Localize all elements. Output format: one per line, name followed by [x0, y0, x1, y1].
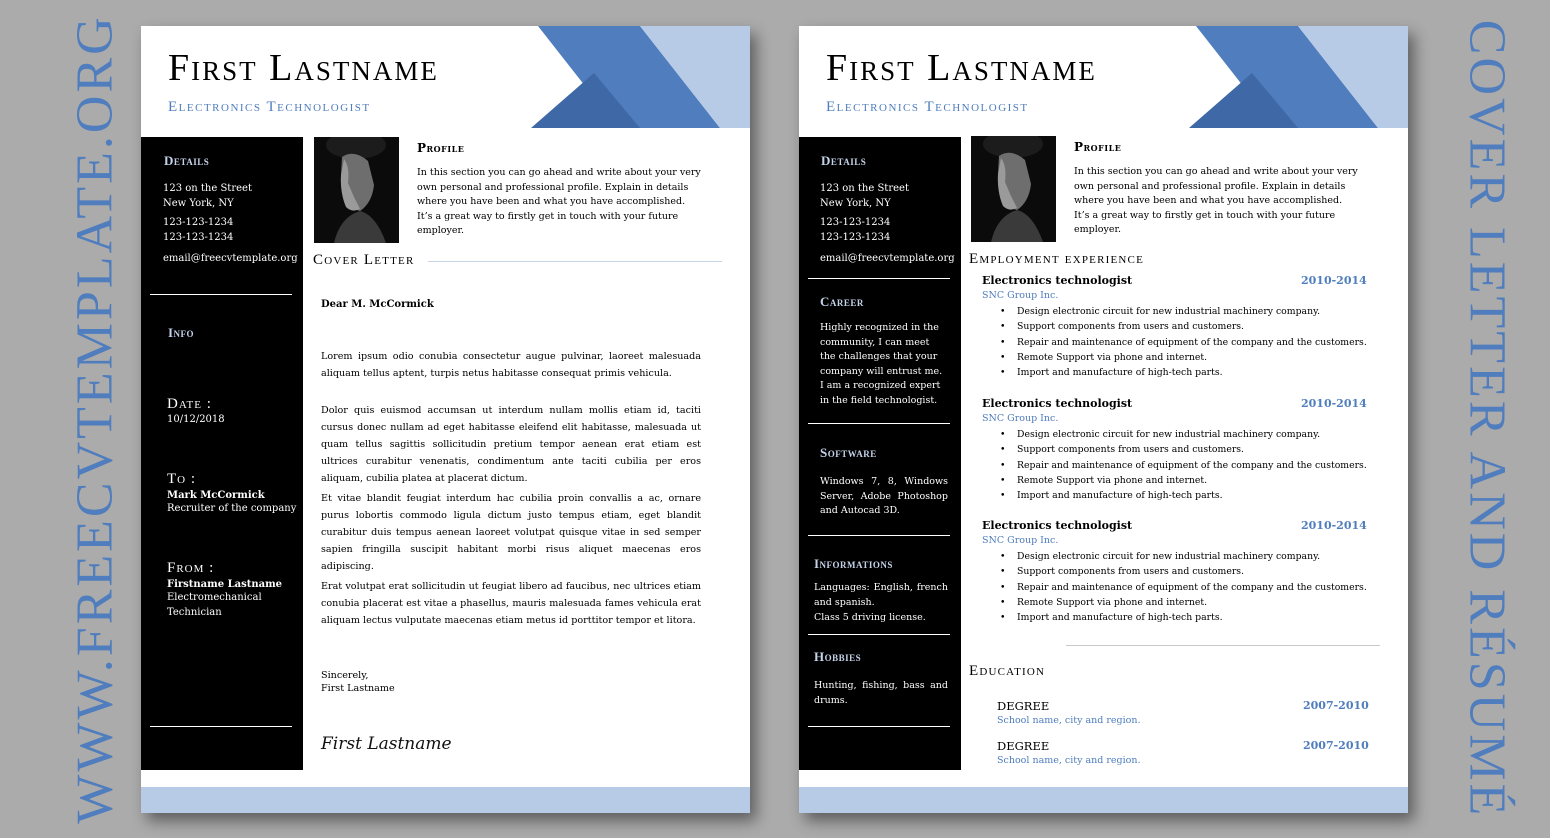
education-dates: 2007-2010	[1303, 699, 1369, 712]
sidebar	[799, 137, 961, 770]
informations-heading: Informations	[814, 556, 893, 571]
watermark-right: COVER LETTER AND RÉSUMÉ	[1458, 19, 1516, 819]
job-dates: 2010-2014	[1301, 397, 1367, 410]
closing: Sincerely,	[321, 670, 369, 681]
education-school: School name, city and region.	[997, 715, 1141, 726]
paragraph-3: Et vitae blandit feugiat interdum hac cubilia proin convallis a ac, ornare purus lobortis commodo ligula dictum justo tempus etiam, eget blandit curabitur duis tempus aenean laoreet volutpat quisque vitae in sed semper sapien fringilla suscipit habitant morbi risus aliquet maecenas eros adipiscing.	[321, 493, 701, 572]
informations-text-1: Languages: English, french and spanish.	[814, 582, 948, 608]
phone-2: 123-123-1234	[820, 232, 891, 243]
address-line-1: 123 on the Street	[163, 183, 252, 194]
address-line-2: New York, NY	[163, 198, 234, 209]
from-name: Firstname Lastname	[167, 579, 283, 590]
informations-text-2: Class 5 driving license.	[814, 612, 926, 623]
profile-heading: Profile	[417, 141, 465, 155]
list-item: • Remote Support via phone and internet.	[1000, 595, 1367, 610]
career-heading: Career	[820, 294, 864, 309]
education-school: School name, city and region.	[997, 755, 1141, 766]
profile-text: In this section you can go ahead and write about your very own personal and professional profile. Explain in details where you have been and what you have accomplished. It’s a great way to firstly get in touch with your future employer.	[417, 167, 701, 236]
job-title: Electronics technologist	[982, 397, 1133, 410]
watermark-left: WWW.FREECVTEMPLATE.ORG	[66, 14, 124, 824]
cover-letter-page	[141, 26, 750, 813]
list-item: • Remote Support via phone and internet.	[1000, 350, 1367, 365]
from-role-line-1: Electromechanical	[167, 592, 262, 603]
to-label: To :	[167, 471, 197, 487]
header-name: First Lastname	[168, 47, 439, 89]
list-item: • Support components from users and customers.	[1000, 564, 1367, 579]
address-line-2: New York, NY	[820, 198, 891, 209]
list-item: • Support components from users and customers.	[1000, 442, 1367, 457]
paragraph-2: Dolor quis euismod accumsan ut interdum nullam mollis etiam id, taciti cursus donec nullam ad eget habitasse eleifend elit habitasse, malesuada ut quam tellus sagittis sollicitudin pretium tempor aenean erat etiam est ultrices curabitur venenatis, condimentum ante taciti cubilia per eros aliquam, cubilia platea at placerat dictum.	[321, 405, 701, 484]
divider	[150, 726, 292, 727]
to-name: Mark McCormick	[167, 490, 265, 501]
software-text: Windows 7, 8, Windows Server, Adobe Photoshop and Autocad 3D.	[820, 476, 948, 516]
list-item: • Design electronic circuit for new industrial machinery company.	[1000, 549, 1367, 564]
job-title: Electronics technologist	[982, 274, 1133, 287]
education-dates: 2007-2010	[1303, 739, 1369, 752]
software-heading: Software	[820, 445, 877, 460]
resume-page	[799, 26, 1408, 813]
divider	[150, 294, 292, 295]
profile-photo	[971, 136, 1056, 242]
job-dates: 2010-2014	[1301, 274, 1367, 287]
divider	[808, 634, 950, 635]
list-item: • Design electronic circuit for new industrial machinery company.	[1000, 427, 1367, 442]
job-duties	[1000, 427, 1367, 503]
details-heading: Details	[164, 153, 210, 168]
profile-photo	[314, 137, 399, 243]
email: email@freecvtemplate.org	[163, 253, 298, 264]
list-item: • Remote Support via phone and internet.	[1000, 473, 1367, 488]
from-label: From :	[167, 560, 215, 576]
job-company: SNC Group Inc.	[982, 535, 1059, 546]
list-item: • Import and manufacture of high-tech parts.	[1000, 488, 1367, 503]
education-degree: DEGREE	[997, 739, 1050, 753]
job-company: SNC Group Inc.	[982, 290, 1059, 301]
details-heading: Details	[821, 153, 867, 168]
header-name: First Lastname	[826, 47, 1097, 89]
footer-bar	[141, 787, 750, 813]
list-item: • Import and manufacture of high-tech parts.	[1000, 365, 1367, 380]
section-rule	[1066, 645, 1380, 646]
salutation: Dear M. McCormick	[321, 299, 434, 310]
phone-1: 123-123-1234	[163, 217, 234, 228]
heading-rule	[428, 261, 722, 262]
header-title: Electronics Technologist	[826, 99, 1029, 115]
closing-name: First Lastname	[321, 683, 395, 694]
address-line-1: 123 on the Street	[820, 183, 909, 194]
list-item: • Repair and maintenance of equipment of the company and the customers.	[1000, 458, 1367, 473]
list-item: • Design electronic circuit for new industrial machinery company.	[1000, 304, 1367, 319]
job-duties	[1000, 304, 1367, 380]
from-role-line-2: Technician	[167, 607, 222, 618]
divider	[808, 423, 950, 424]
hobbies-heading: Hobbies	[814, 649, 862, 664]
header-decoration	[531, 26, 750, 128]
list-item: • Import and manufacture of high-tech parts.	[1000, 610, 1367, 625]
profile-text: In this section you can go ahead and write about your very own personal and professional profile. Explain in details where you have been and what you have accomplished. It’s a great way to firstly get in touch with your future employer.	[1074, 166, 1358, 235]
divider	[808, 278, 950, 279]
date-label: Date :	[167, 396, 212, 412]
date-value: 10/12/2018	[167, 414, 225, 425]
list-item: • Repair and maintenance of equipment of the company and the customers.	[1000, 335, 1367, 350]
to-role: Recruiter of the company	[167, 503, 297, 514]
list-item: • Repair and maintenance of equipment of the company and the customers.	[1000, 580, 1367, 595]
header-title: Electronics Technologist	[168, 99, 371, 115]
sidebar	[141, 137, 303, 770]
job-dates: 2010-2014	[1301, 519, 1367, 532]
paragraph-4: Erat volutpat erat sollicitudin ut feugiat libero ad faucibus, nec ultrices etiam conubia placerat est vitae a phasellus, mauris malesuada fames vehicula erat aliquam lectus vulputate maecenas etiam metus id porttitor tempor et litora.	[321, 581, 701, 626]
footer-bar	[799, 787, 1408, 813]
profile-heading: Profile	[1074, 140, 1122, 154]
paragraph-1: Lorem ipsum odio conubia consectetur augue pulvinar, laoreet malesuada aliquam tellus aptent, turpis netus habitasse consequat primis vehicula.	[321, 351, 701, 379]
employment-heading: Employment experience	[969, 251, 1145, 267]
cover-letter-heading: Cover Letter	[313, 252, 415, 268]
signature: First Lastname	[321, 734, 452, 754]
job-duties	[1000, 549, 1367, 625]
career-text: Highly recognized in the community, I can meet the challenges that your company will entrust me. I am a recognized expert in the field technologist.	[820, 322, 943, 406]
job-title: Electronics technologist	[982, 519, 1133, 532]
divider	[808, 535, 950, 536]
phone-2: 123-123-1234	[163, 232, 234, 243]
phone-1: 123-123-1234	[820, 217, 891, 228]
education-degree: DEGREE	[997, 699, 1050, 713]
header-decoration	[1189, 26, 1408, 128]
divider	[808, 726, 950, 727]
education-heading: Education	[969, 663, 1046, 679]
job-company: SNC Group Inc.	[982, 413, 1059, 424]
email: email@freecvtemplate.org	[820, 253, 955, 264]
hobbies-text: Hunting, fishing, bass and drums.	[814, 680, 948, 706]
list-item: • Support components from users and customers.	[1000, 319, 1367, 334]
info-heading: Info	[168, 325, 195, 340]
